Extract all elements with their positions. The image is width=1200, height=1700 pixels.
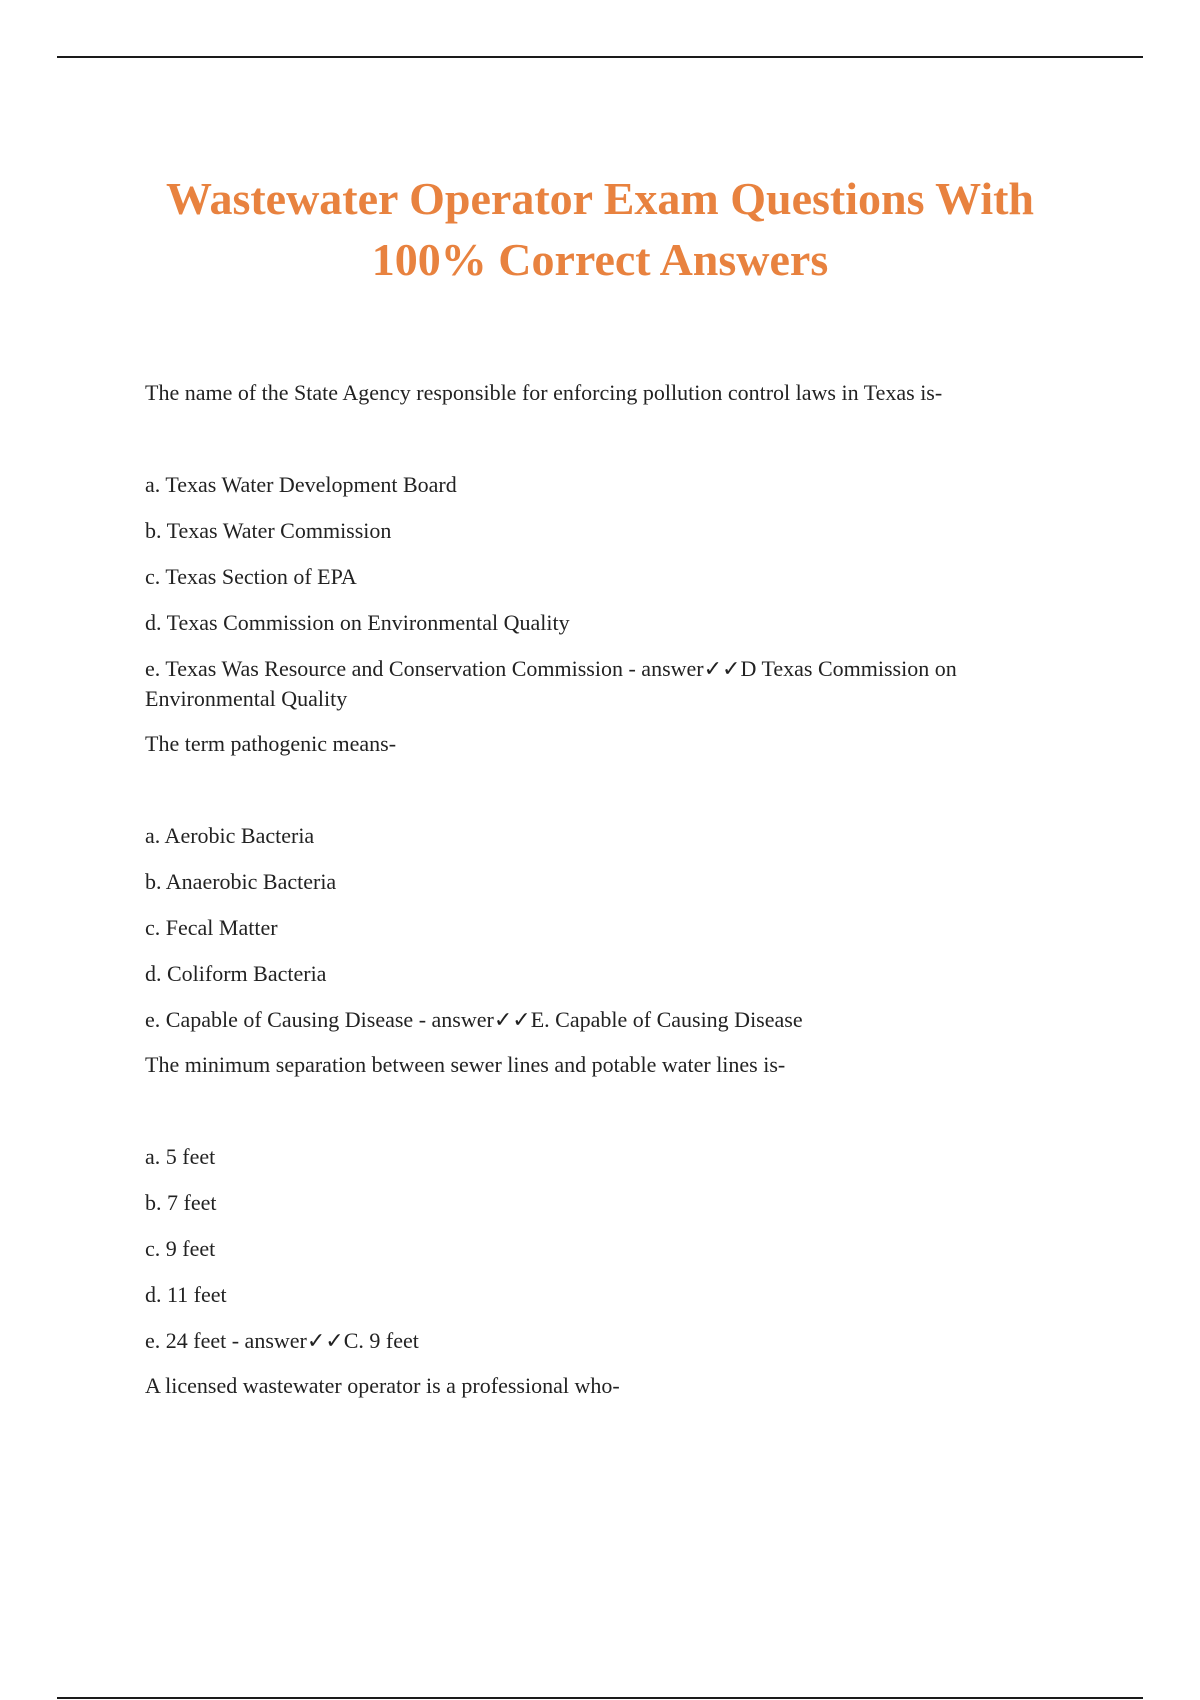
- answer-option: d. 11 feet: [145, 1282, 227, 1307]
- question-prompt: The term pathogenic means-: [145, 731, 397, 756]
- question-list: [145, 378, 1075, 1401]
- answer-option-with-key: [145, 654, 1075, 714]
- correct-answer: C. 9 feet: [343, 1328, 419, 1353]
- answer-option: b. Anaerobic Bacteria: [145, 869, 337, 894]
- answer-option-with-key: [145, 1326, 1075, 1356]
- document-title: [100, 168, 1100, 290]
- question-block: [145, 1050, 1075, 1356]
- title-line-1: Wastewater Operator Exam Questions With: [165, 173, 1035, 224]
- answer-option-text: e. Capable of Causing Disease - answer: [145, 1007, 494, 1032]
- double-check-icon: ✓✓: [703, 656, 741, 681]
- answer-option: c. Texas Section of EPA: [145, 564, 357, 589]
- answer-option: a. 5 feet: [145, 1144, 216, 1169]
- title-line-2: 100% Correct Answers: [371, 234, 829, 285]
- answer-option: b. 7 feet: [145, 1190, 217, 1215]
- footer-rule: [57, 1697, 1143, 1699]
- answer-option: a. Aerobic Bacteria: [145, 823, 315, 848]
- answer-option-text: e. 24 feet - answer: [145, 1328, 307, 1353]
- answer-option-with-key: [145, 1005, 1075, 1035]
- question-block: [145, 378, 1075, 714]
- double-check-icon: ✓✓: [493, 1007, 531, 1032]
- question-prompt: A licensed wastewater operator is a professional who-: [145, 1373, 620, 1398]
- answer-option: d. Texas Commission on Environmental Quality: [145, 610, 570, 635]
- correct-answer: E. Capable of Causing Disease: [530, 1007, 803, 1032]
- question-prompt: The minimum separation between sewer lines and potable water lines is-: [145, 1052, 786, 1077]
- answer-option: a. Texas Water Development Board: [145, 472, 457, 497]
- answer-option: d. Coliform Bacteria: [145, 961, 327, 986]
- double-check-icon: ✓✓: [306, 1328, 344, 1353]
- question-block: [145, 1371, 1075, 1401]
- correct-answer: D Texas Commission on Environmental Quality: [145, 656, 957, 711]
- answer-option: c. Fecal Matter: [145, 915, 278, 940]
- answer-option-text: e. Texas Was Resource and Conservation Commission - answer: [145, 656, 704, 681]
- header-rule: [57, 56, 1143, 58]
- answer-option: c. 9 feet: [145, 1236, 216, 1261]
- question-block: [145, 729, 1075, 1035]
- answer-option: b. Texas Water Commission: [145, 518, 392, 543]
- question-prompt: The name of the State Agency responsible for enforcing pollution control laws in Texas is-: [145, 380, 943, 405]
